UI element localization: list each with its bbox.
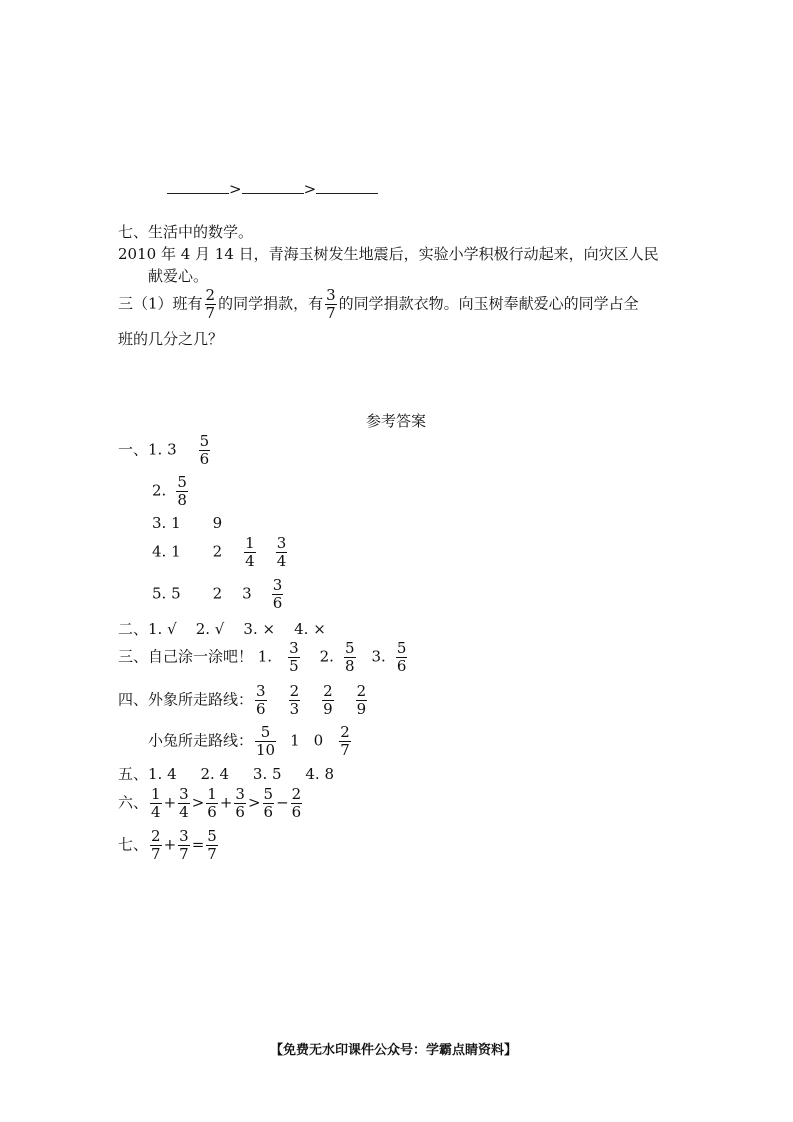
label: 一、1. 3 (118, 440, 177, 459)
numerator: 5 (207, 827, 217, 845)
numerator: 2 (151, 827, 161, 845)
denominator: 10 (256, 741, 276, 759)
denominator: 6 (263, 803, 274, 821)
denominator: 6 (396, 657, 407, 675)
gt-symbol: > (247, 793, 261, 812)
numerator: 2 (356, 682, 367, 700)
denominator: 6 (256, 700, 266, 718)
fraction (344, 640, 356, 675)
fraction (205, 287, 217, 322)
denominator: 7 (151, 845, 161, 863)
blank-1 (167, 179, 229, 194)
fraction (325, 287, 337, 322)
section7-line2: 献爱心。 (148, 267, 209, 285)
denominator: 3 (289, 700, 300, 718)
numerator: 3 (326, 286, 336, 304)
answer-2: 二、1. √ 2. √ 3. × 4. × (118, 620, 326, 638)
fraction (150, 828, 162, 863)
fraction (339, 724, 351, 759)
label: 3. 1 (152, 514, 181, 532)
value: 9 (212, 514, 223, 532)
fraction (263, 786, 275, 821)
denominator: 4 (245, 552, 255, 570)
numerator: 1 (207, 785, 217, 803)
fraction (178, 828, 190, 863)
fraction (396, 640, 408, 675)
fraction (206, 786, 218, 821)
fraction (322, 683, 334, 718)
fraction (255, 683, 267, 718)
label: 2. (319, 647, 334, 666)
answer-6 (118, 786, 304, 821)
denominator: 6 (235, 803, 245, 821)
answer-7 (118, 828, 220, 863)
answer-1-4 (152, 535, 289, 570)
numerator: 3 (272, 576, 283, 594)
plus-sign: + (219, 793, 233, 812)
numerator: 5 (344, 639, 355, 657)
answer-5: 五、1. 4 2. 4 3. 5 4. 8 (118, 765, 335, 783)
denominator: 6 (291, 803, 302, 821)
numerator: 2 (323, 682, 333, 700)
answer-1-1 (118, 433, 212, 468)
numerator: 3 (179, 827, 189, 845)
fraction (178, 786, 190, 821)
numerator: 5 (177, 473, 187, 491)
label: 四、外象所走路线： (118, 690, 254, 709)
value: 3 (242, 584, 252, 603)
answer-1-2 (152, 474, 190, 509)
fraction (289, 683, 301, 718)
section7-line4: 班的几分之几？ (118, 330, 224, 348)
value: 0 (313, 731, 324, 750)
label: 六、 (118, 793, 149, 812)
label: 5. 5 (152, 584, 181, 603)
fraction (244, 535, 256, 570)
fraction (255, 724, 276, 759)
footer-note: 【免费无水印课件公众号：学霸点睛资料】 (270, 1043, 518, 1058)
numerator: 5 (255, 724, 276, 742)
minus-sign: − (276, 793, 289, 812)
denominator: 9 (356, 700, 367, 718)
numerator: 5 (396, 639, 407, 657)
fraction (150, 786, 162, 821)
answer-1-3 (152, 513, 222, 533)
denominator: 7 (205, 304, 216, 322)
label: 4. 1 (152, 542, 181, 561)
answer-3 (118, 640, 409, 675)
numerator: 2 (340, 723, 350, 741)
answers-title: 参考答案 (366, 412, 427, 430)
label: 小兔所走路线： (148, 731, 254, 750)
denominator: 9 (323, 700, 333, 718)
label: 2. (152, 481, 167, 500)
compare-line (167, 179, 378, 199)
denominator: 5 (289, 657, 299, 675)
denominator: 4 (179, 803, 189, 821)
gt-symbol: > (191, 793, 205, 812)
fraction (272, 577, 284, 612)
denominator: 4 (151, 803, 161, 821)
value: 2 (212, 584, 223, 603)
fraction (234, 786, 246, 821)
numerator: 2 (291, 785, 302, 803)
section7-line1: 2010 年 4 月 14 日，青海玉树发生地震后，实验小学积极行动起来，向灾区人民 (118, 245, 659, 263)
denominator: 4 (276, 552, 287, 570)
fraction (199, 433, 211, 468)
gt-symbol: > (229, 180, 242, 198)
fraction (288, 640, 300, 675)
value: 2 (212, 542, 223, 561)
denominator: 8 (344, 657, 355, 675)
numerator: 5 (263, 785, 274, 803)
numerator: 3 (235, 785, 245, 803)
numerator: 2 (205, 286, 216, 304)
gt-symbol: > (303, 180, 317, 198)
section7-line3 (118, 287, 639, 322)
label: 3. (371, 647, 386, 666)
answer-4-rabbit (148, 724, 353, 759)
label: 三、自己涂一涂吧！ 1. (118, 647, 273, 666)
numerator: 5 (199, 432, 210, 450)
denominator: 6 (272, 594, 283, 612)
denominator: 8 (177, 491, 187, 509)
blank-2 (242, 179, 304, 194)
denominator: 7 (179, 845, 189, 863)
numerator: 3 (289, 639, 299, 657)
fraction (206, 828, 218, 863)
numerator: 3 (256, 682, 266, 700)
numerator: 2 (289, 682, 300, 700)
denominator: 7 (326, 304, 336, 322)
denominator: 6 (199, 450, 210, 468)
fraction (276, 535, 288, 570)
text: 的同学捐款，有 (218, 294, 324, 313)
denominator: 6 (207, 803, 217, 821)
denominator: 7 (340, 741, 350, 759)
denominator: 7 (207, 845, 217, 863)
text: 的同学捐款衣物。向玉树奉献爱心的同学占全 (338, 294, 639, 313)
value: 1 (290, 731, 300, 750)
plus-sign: + (163, 835, 177, 854)
equals-sign: = (191, 835, 205, 854)
text: 三（1）班有 (118, 294, 203, 313)
plus-sign: + (163, 793, 177, 812)
fraction (291, 786, 303, 821)
answer-1-5 (152, 577, 285, 612)
numerator: 1 (151, 785, 161, 803)
fraction (176, 474, 188, 509)
answer-4-elephant (118, 683, 369, 718)
label: 七、 (118, 835, 149, 854)
numerator: 1 (245, 534, 255, 552)
fraction (356, 683, 368, 718)
numerator: 3 (179, 785, 189, 803)
numerator: 3 (276, 534, 287, 552)
blank-3 (316, 179, 378, 194)
section7-title: 七、生活中的数学。 (118, 223, 254, 241)
